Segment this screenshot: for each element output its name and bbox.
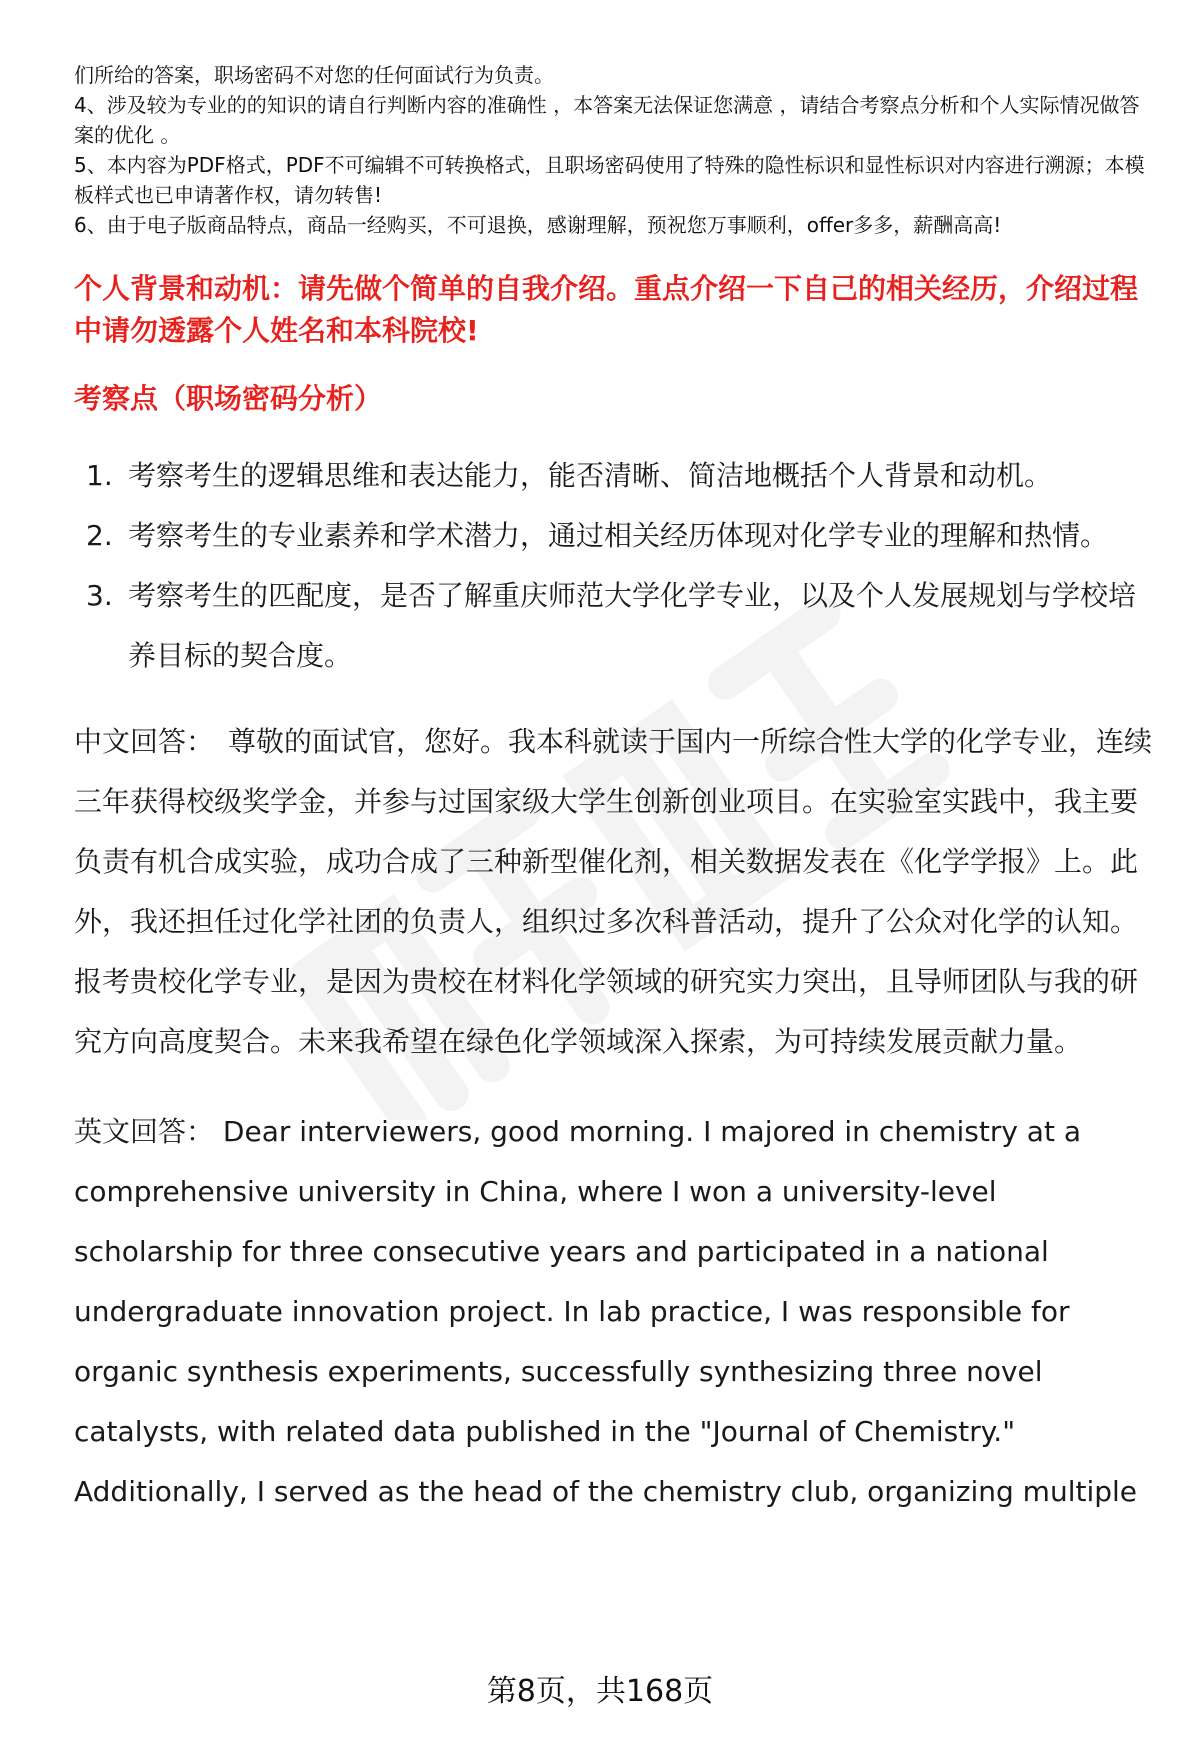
point-text: 考察考生的逻辑思维和表达能力，能否清晰、简洁地概括个人背景和动机。 [128,459,1053,492]
analysis-point [74,506,1154,566]
disclaimer-notes [74,60,1154,240]
note-line: 6、由于电子版商品特点，商品一经购买，不可退换，感谢理解，预祝您万事顺利，offer多多，薪酬高高! [74,213,1002,237]
english-answer-text: Dear interviewers, good morning. I majored in chemistry at a comprehensive university in China, where I won a university-level scholarship for three consecutive years and participated in a national undergraduate innovation project. In lab practice, I was responsible for organic synthesis experiments, successfully synthesizing three novel catalysts, with related data published in the "Journal of Chemistry." Additionally, I served as the head of the chemistry club, organizing multiple [74,1115,1138,1508]
page-number-footer: 第8页，共168页 [486,1674,714,1709]
analysis-points [74,446,1154,686]
analysis-point [74,446,1154,506]
document-page [74,60,1154,1522]
point-text: 考察考生的专业素养和学术潜力，通过相关经历体现对化学专业的理解和热情。 [128,519,1109,552]
english-answer-label: 英文回答： [74,1115,215,1148]
question-heading: 个人背景和动机：请先做个简单的自我介绍。重点介绍一下自己的相关经历，介绍过程中请勿透露个人姓名和本科院校! [74,272,1139,347]
chinese-answer-label: 中文回答： [74,725,215,758]
point-text: 考察考生的匹配度，是否了解重庆师范大学化学专业，以及个人发展规划与学校培养目标的契合度。 [128,579,1137,672]
chinese-answer-text: 尊敬的面试官，您好。我本科就读于国内一所综合性大学的化学专业，连续三年获得校级奖学金，并参与过国家级大学生创新创业项目。在实验室实践中，我主要负责有机合成实验，成功合成了三种新型催化剂，相关数据发表在《化学学报》上。此外，我还担任过化学社团的负责人，组织过多次科普活动，提升了公众对化学的认知。报考贵校化学专业，是因为贵校在材料化学领域的研究实力突出，且导师团队与我的研究方向高度契合。未来我希望在绿色化学领域深入探索，为可持续发展贡献力量。 [74,725,1153,1058]
chinese-answer [74,712,1154,1072]
point-number: 2. [86,519,113,552]
analysis-title: 考察点（职场密码分析） [74,382,383,415]
note-line: 5、本内容为PDF格式，PDF不可编辑不可转换格式，且职场密码使用了特殊的隐性标识和显性标识对内容进行溯源；本模板样式也已申请著作权，请勿转售! [74,153,1145,207]
point-number: 3. [86,579,113,612]
analysis-point [74,566,1154,686]
english-answer [74,1102,1154,1522]
note-line: 们所给的答案，职场密码不对您的任何面试行为负责。 [74,63,554,87]
note-line: 4、涉及较为专业的的知识的请自行判断内容的准确性 ，本答案无法保证您满意 ，请结合考察点分析和个人实际情况做答案的优化 。 [74,93,1140,147]
point-number: 1. [86,459,113,492]
